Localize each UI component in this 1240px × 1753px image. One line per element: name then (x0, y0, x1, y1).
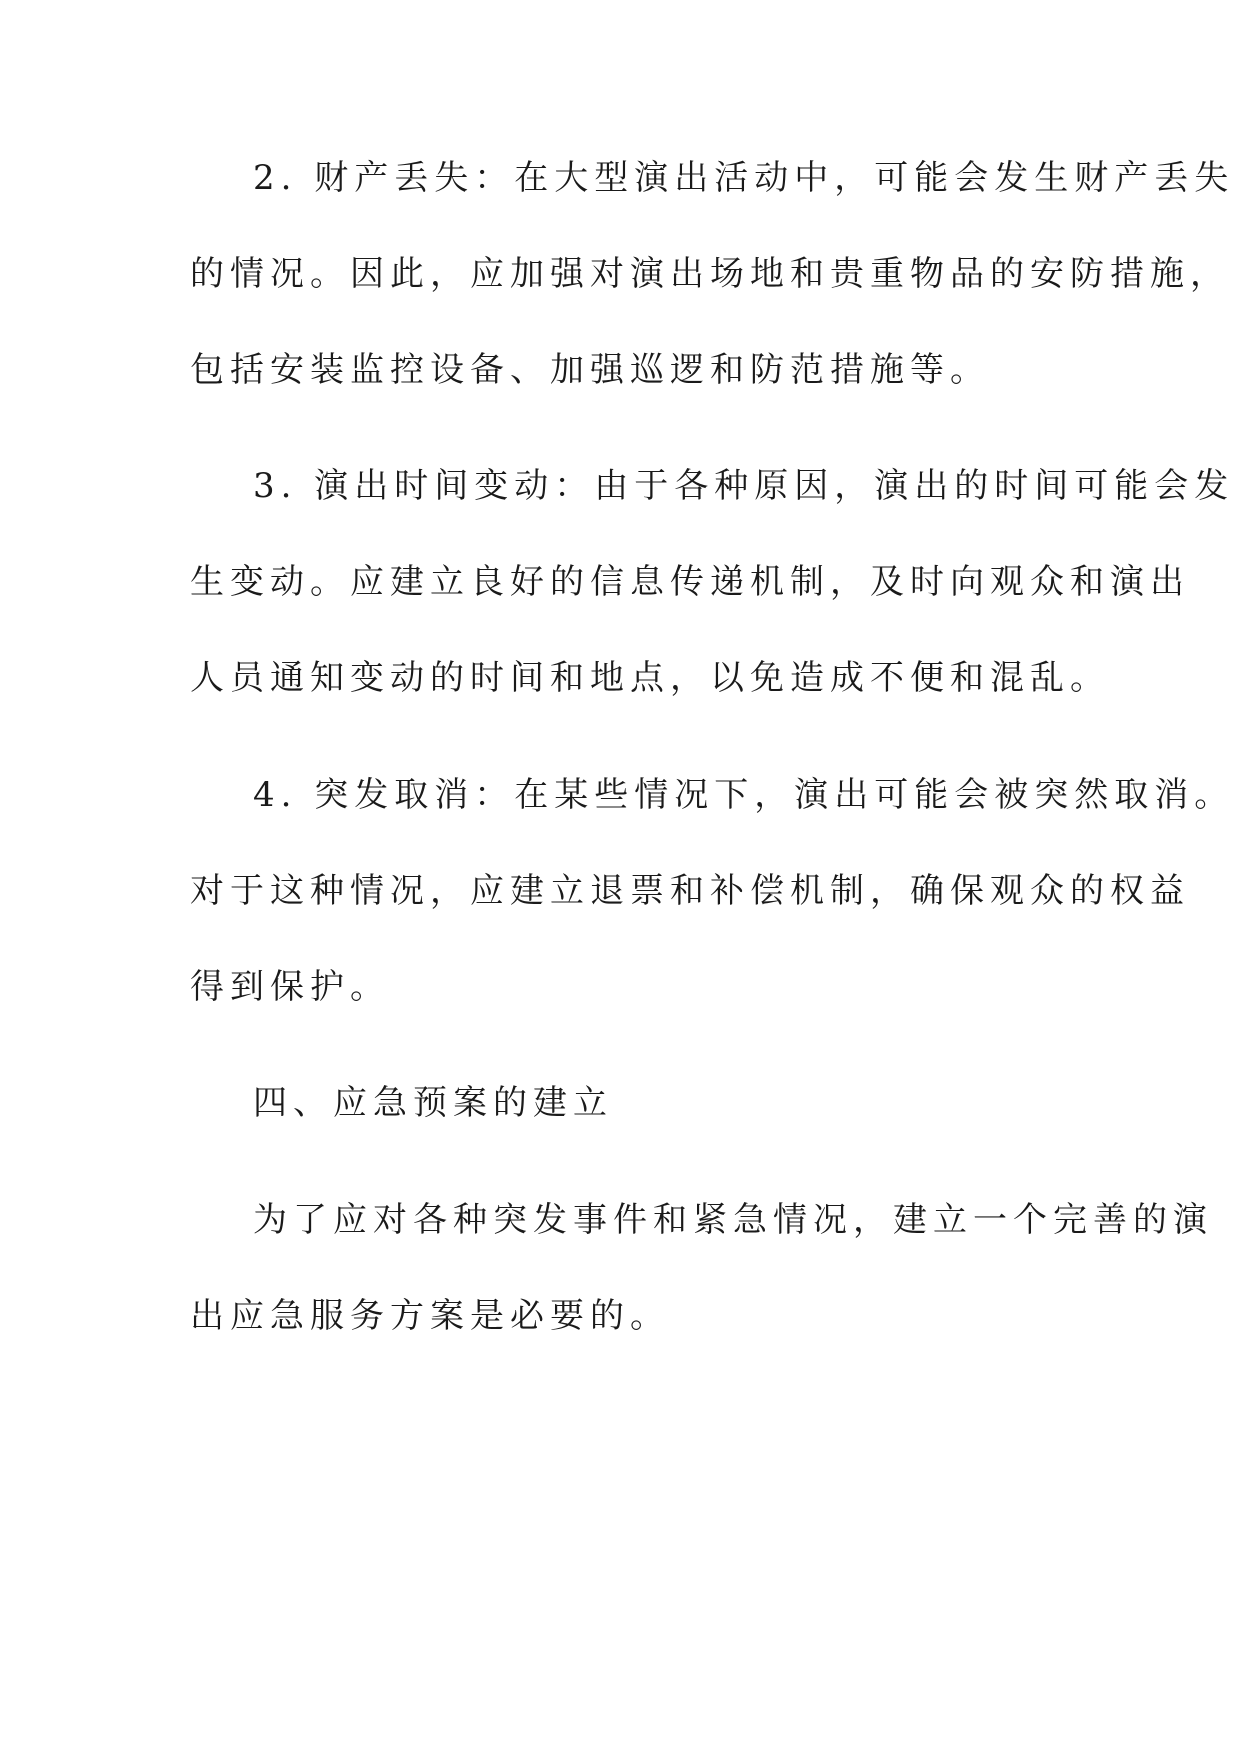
section-heading-emergency-plan: 四、应急预案的建立 (253, 1083, 613, 1123)
paragraph-emergency-plan-line-2: 出应急服务方案是必要的。 (190, 1296, 670, 1336)
paragraph-time-change-line-3: 人员通知变动的时间和地点，以免造成不便和混乱。 (190, 658, 1110, 698)
paragraph-sudden-cancel-line-3: 得到保护。 (190, 967, 390, 1007)
paragraph-sudden-cancel-line-2: 对于这种情况，应建立退票和补偿机制，确保观众的权益 (190, 871, 1190, 911)
paragraph-time-change-line-1: 3. 演出时间变动：由于各种原因，演出的时间可能会发 (253, 466, 1235, 506)
paragraph-sudden-cancel-line-1: 4. 突发取消：在某些情况下，演出可能会被突然取消。 (253, 775, 1235, 815)
paragraph-property-loss-line-1: 2. 财产丢失：在大型演出活动中，可能会发生财产丢失 (253, 158, 1235, 198)
paragraph-emergency-plan-line-1: 为了应对各种突发事件和紧急情况，建立一个完善的演 (253, 1200, 1213, 1240)
paragraph-time-change-line-2: 生变动。应建立良好的信息传递机制，及时向观众和演出 (190, 562, 1190, 602)
paragraph-property-loss-line-2: 的情况。因此，应加强对演出场地和贵重物品的安防措施， (190, 254, 1230, 294)
paragraph-property-loss-line-3: 包括安装监控设备、加强巡逻和防范措施等。 (190, 350, 990, 390)
